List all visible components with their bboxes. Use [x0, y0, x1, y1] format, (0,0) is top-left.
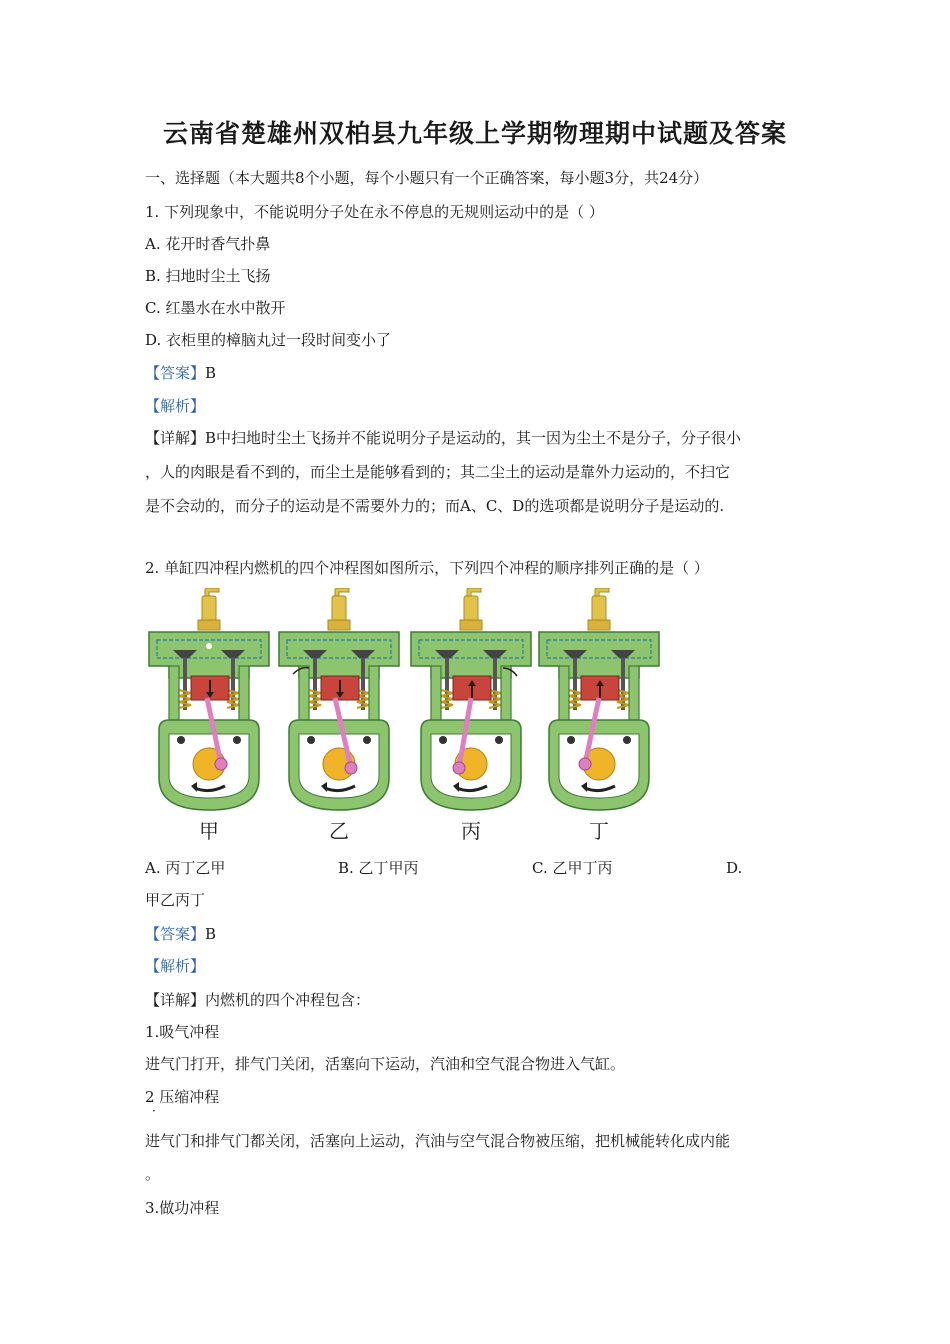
detail-text: 内燃机的四个冲程包含： — [205, 991, 371, 1009]
caption-bing: 丙 — [461, 819, 481, 843]
q2-option-d: D. — [726, 859, 743, 877]
q2-answer — [145, 924, 216, 944]
stroke2-text: 进气门和排气门都关闭，活塞向上运动，汽油与空气混合物被压缩，把机械能转化成内能 — [145, 1132, 731, 1150]
q2-option-c: C. 乙甲丁丙 — [532, 859, 613, 877]
stroke2-dot: · — [152, 1104, 156, 1118]
detail-text: B中扫地时尘土飞扬并不能说明分子是运动的，其一因为尘土不是分子，分子很小 — [205, 429, 742, 447]
detail-tag: 【详解】 — [145, 991, 206, 1009]
q1-option-c: C. 红墨水在水中散开 — [145, 299, 286, 317]
stroke3-title: 3.做功冲程 — [145, 1199, 220, 1217]
caption-jia: 甲 — [199, 819, 219, 843]
q1-detail-line-2: ，人的肉眼是看不到的，而尘土是能够看到的；其二尘土的运动是靠外力运动的，不扫它 — [145, 463, 731, 481]
q2-option-a: A. 丙丁乙甲 — [145, 859, 226, 877]
q2-analysis-tag: 【解析】 — [145, 957, 206, 975]
engine-strokes-figure — [145, 588, 665, 848]
q1-option-b: B. 扫地时尘土飞扬 — [145, 267, 271, 285]
stroke1-text: 进气门打开，排气门关闭，活塞向下运动，汽油和空气混合物进入气缸。 — [145, 1055, 626, 1073]
q1-answer — [145, 363, 216, 383]
q1-detail-line-3: 是不会动的，而分子的运动是不需要外力的；而A、C、D的选项都是说明分子是运动的. — [145, 497, 725, 515]
caption-yi: 乙 — [329, 819, 349, 843]
stroke1-title: 1.吸气冲程 — [145, 1023, 220, 1041]
q2-detail-intro — [145, 990, 370, 1010]
page-title: 云南省楚雄州双柏县九年级上学期物理期中试题及答案 — [162, 119, 787, 148]
q1-stem: 1. 下列现象中，不能说明分子处在永不停息的无规则运动中的是（ ） — [145, 203, 604, 221]
detail-tag: 【详解】 — [145, 429, 206, 447]
q1-analysis-tag: 【解析】 — [145, 397, 206, 415]
q1-option-a: A. 花开时香气扑鼻 — [145, 235, 271, 253]
answer-value: B — [205, 364, 217, 382]
section-heading: 一、选择题（本大题共8个小题，每个小题只有一个正确答案，每小题3分，共24分） — [145, 169, 709, 187]
q1-option-d: D. 衣柜里的樟脑丸过一段时间变小了 — [145, 331, 392, 349]
stroke2-text-end: 。 — [145, 1165, 161, 1183]
engine-jia — [149, 588, 269, 843]
answer-tag: 【答案】 — [145, 925, 206, 943]
answer-value: B — [205, 925, 217, 943]
engine-yi — [279, 588, 399, 843]
engine-bing — [411, 588, 531, 843]
q2-option-b: B. 乙丁甲丙 — [338, 859, 419, 877]
caption-ding: 丁 — [589, 819, 609, 843]
answer-tag: 【答案】 — [145, 364, 206, 382]
q2-option-d-continued: 甲乙丙丁 — [145, 891, 206, 909]
q2-stem: 2. 单缸四冲程内燃机的四个冲程图如图所示，下列四个冲程的顺序排列正确的是（ ） — [145, 559, 709, 577]
q1-detail-line-1 — [145, 428, 741, 448]
engine-ding — [539, 588, 659, 843]
stroke2-title: 2 压缩冲程 — [145, 1088, 220, 1106]
